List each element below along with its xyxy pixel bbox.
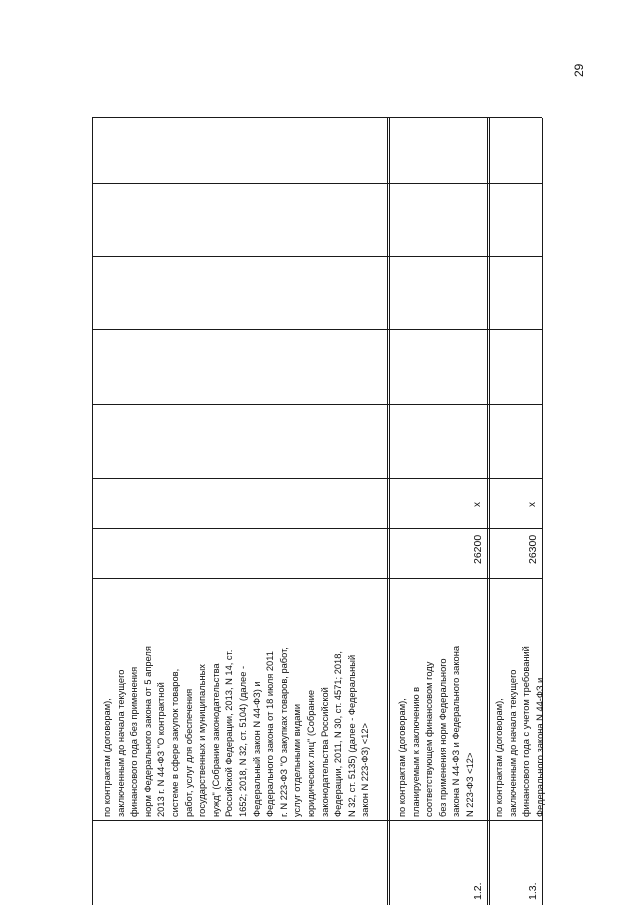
table-col-rule-end <box>92 117 542 118</box>
table-col-rule-8 <box>92 183 542 184</box>
table-row-3-description: по контрактам (договорам), заключенным до начала текущего финансового года с учетом требований Федерального закона N 44-ФЗ и <box>494 646 545 817</box>
table-col-rule-1 <box>92 820 542 821</box>
table-rule-top <box>92 118 93 905</box>
table-rule-row-2 <box>389 118 390 905</box>
table-col-rule-4 <box>92 478 542 479</box>
table-rule-row-1 <box>387 118 388 905</box>
table-rule-row-4 <box>489 118 490 905</box>
table-row-3-id: 1.3. <box>527 882 539 900</box>
table-row-3-mark: x <box>527 502 538 507</box>
table-col-rule-7 <box>92 256 542 257</box>
table-row-2-description: по контрактам (договорам), планируемым к заключению в соответствующем финансовом году без применения норм Федерального закона N 44-ФЗ и Федерального закона N 223-ФЗ <12> <box>397 645 475 817</box>
table-row-1-description: по контрактам (договорам), заключенным до начала текущего финансового года без применения норм Федерального закона от 5 апреля 2013 г. N 44-ФЗ "О контрактной системе в сфере закупок товаров, работ, услуг для обеспечения государственных и муниципальных нужд" (Собрание законодательства Российской Федерации, 2013, N 14, ст. 1652; 2018, N 32, ст. 5104) (далее - Федеральный закон N 44-ФЗ) и Федерального закона от 18 июля 2011 г. N 223-ФЗ "О закупках товаров, работ, услуг отдельными видами юридических лиц" (Собрание законодательства Российской Федерации, 2011, N 30, ст. 4571; 2018, N 32, ст. 5135) (далее - Федеральный закон N 223-ФЗ) <12> <box>102 646 371 817</box>
table-col-rule-6 <box>92 329 542 330</box>
table-row-2-mark: x <box>472 502 483 507</box>
table-row-3-code: 26300 <box>527 534 539 564</box>
table-col-rule-3 <box>92 528 542 529</box>
table-row-2-id: 1.2. <box>472 882 484 900</box>
table-col-rule-5 <box>92 404 542 405</box>
page-number: 29 <box>572 63 586 77</box>
table-row-2-code: 26200 <box>472 534 484 564</box>
table-rule-row-3 <box>487 118 488 905</box>
table-col-rule-2 <box>92 578 542 579</box>
